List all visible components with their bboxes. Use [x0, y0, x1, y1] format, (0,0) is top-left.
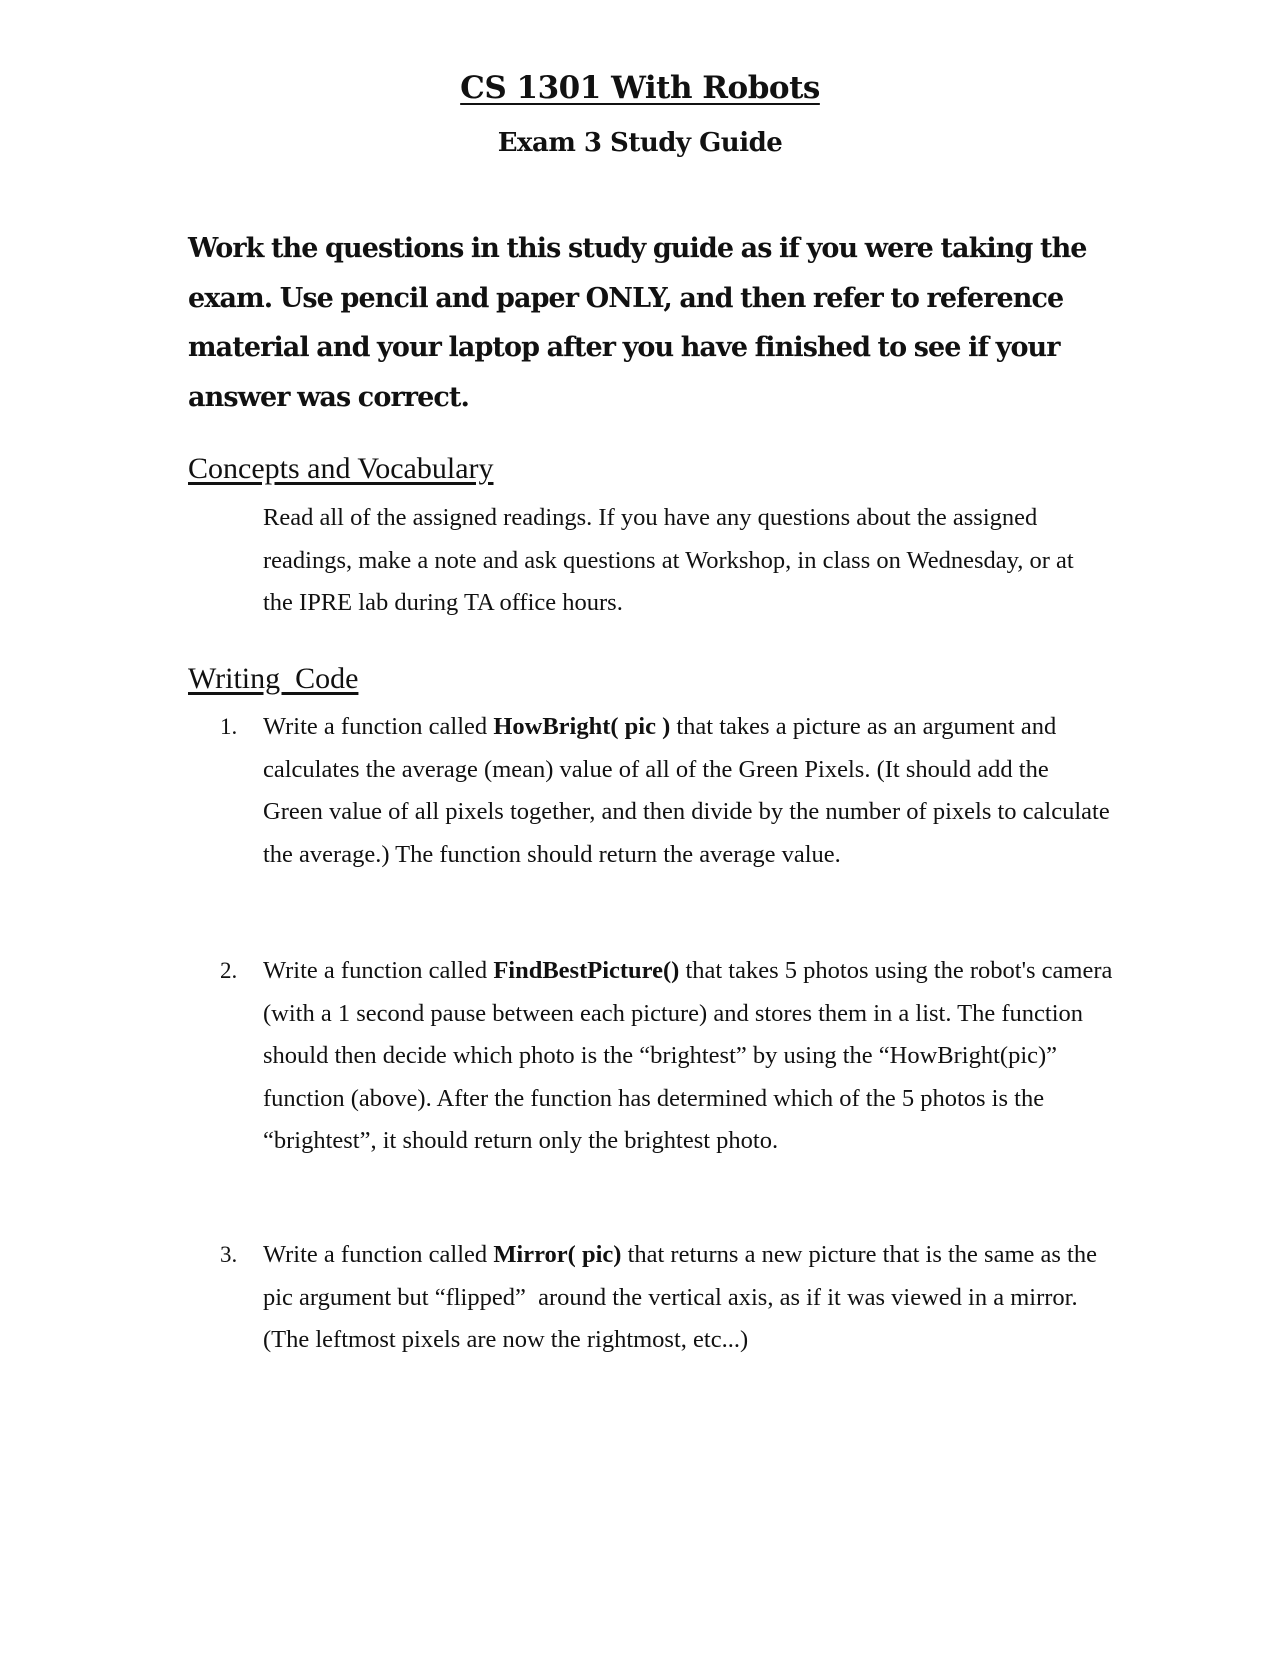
question-prefix: Write a function called — [263, 1241, 494, 1268]
question-number: 1. — [220, 714, 238, 739]
question-prefix: Write a function called — [263, 713, 494, 740]
function-name: HowBright( pic ) — [493, 713, 671, 740]
document-subtitle: Exam 3 Study Guide — [497, 128, 783, 158]
question-suffix: that takes 5 photos using the robot's camera (with a 1 second pause between each picture) and stores them in a list. The function should then decide which photo is the “brightest” by using the “HowBright(pic)” function (above). After the function has determined which of the 5 photos is the “brightest”, it should return only the brightest photo. — [263, 957, 1113, 1154]
question-number: 2. — [220, 958, 238, 983]
intro-instructions: Work the questions in this study guide as if you were taking the exam. Use pencil and paper ONLY, and then refer to reference material and your laptop after you have finished to see if your answer was correct. — [188, 233, 1087, 413]
document-title: CS 1301 With Robots — [460, 70, 820, 106]
question-number: 3. — [220, 1242, 238, 1267]
question-suffix: that returns a new picture that is the same as the pic argument but “flipped” around the vertical axis, as if it was viewed in a mirror. (The leftmost pixels are now the rightmost, etc...) — [263, 1241, 1104, 1353]
question-text — [263, 706, 1113, 876]
question-text — [263, 950, 1113, 1163]
question-prefix: Write a function called — [263, 957, 494, 984]
section-heading-writing-code: Writing Code — [188, 662, 359, 695]
concepts-paragraph: Read all of the assigned readings. If you have any questions about the assigned readings, make a note and ask questions at Workshop, in class on Wednesday, or at the IPRE lab during TA office hours. — [263, 504, 1074, 616]
function-name: Mirror( pic) — [493, 1241, 622, 1268]
function-name: FindBestPicture() — [493, 957, 680, 984]
section-heading-concepts: Concepts and Vocabulary — [188, 452, 494, 485]
question-text — [263, 1234, 1113, 1362]
question-suffix: that takes a picture as an argument and calculates the average (mean) value of all of the Green Pixels. (It should add the Green value of all pixels together, and then divide by the number of pixels to calculate the average.) The function should return the average value. — [263, 713, 1110, 868]
